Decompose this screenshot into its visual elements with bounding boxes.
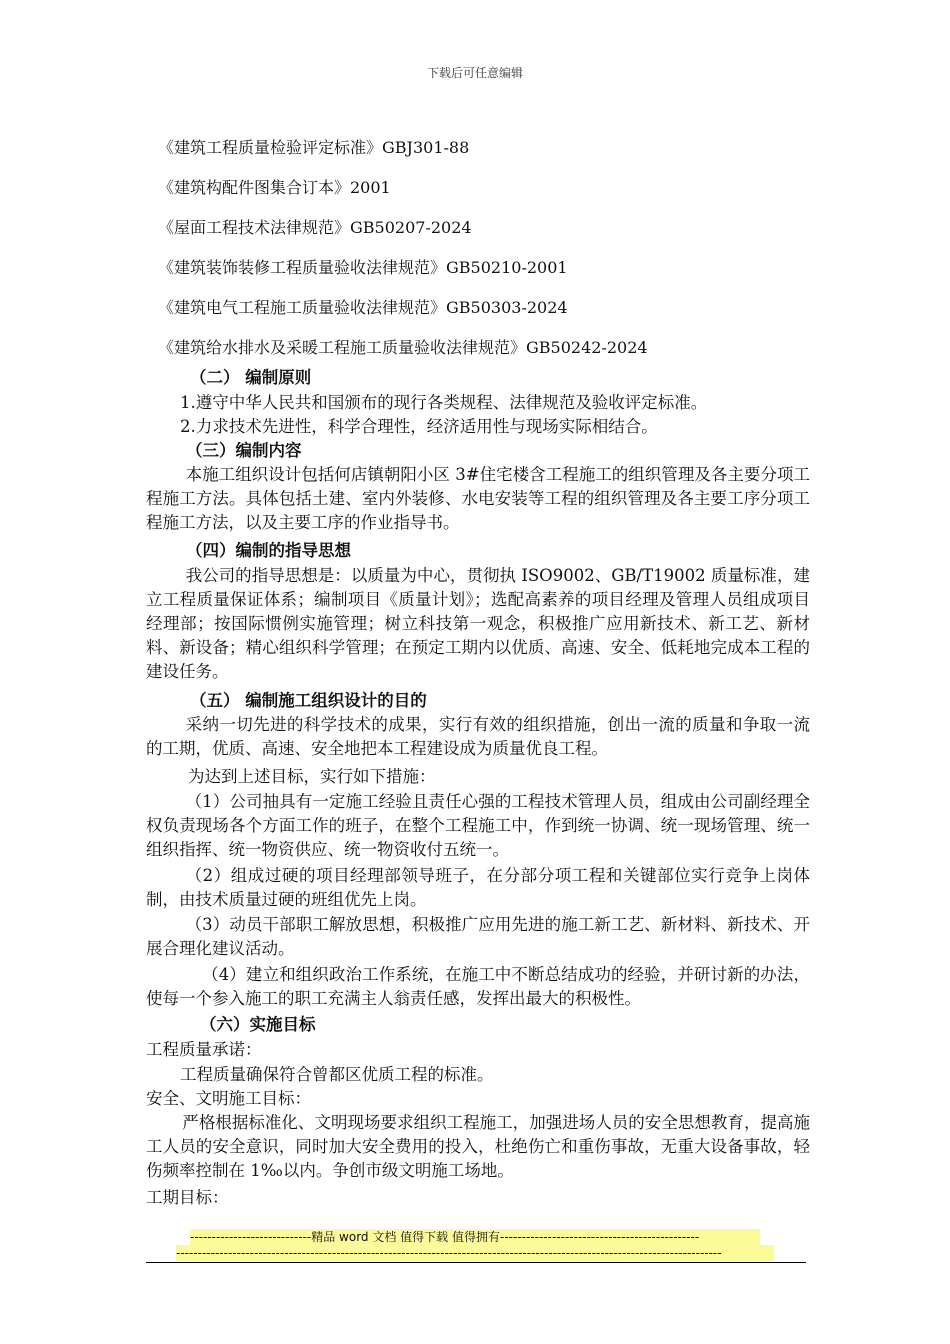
measures-intro: 为达到上述目标，实行如下措施：: [188, 767, 436, 786]
principle-item: 1.遵守中华人民共和国颁布的现行各类规程、法律规范及验收评定标准。: [180, 393, 708, 412]
footer-rule: [146, 1262, 806, 1263]
footer-banner-line: ----------------------------精品 word 文档 值得下载 值得拥有----------------------------------------------: [190, 1229, 760, 1245]
standard-item: 《屋面工程技术法律规范》GB50207-2024: [158, 218, 472, 237]
section-heading-principles: （二） 编制原则: [190, 368, 312, 387]
guiding-paragraph: 我公司的指导思想是：以质量为中心，贯彻执 ISO9002、GB/T19002 质量标准，建立工程质量保证体系；编制项目《质量计划》；选配高素养的项目经理及管理人员组成项目经理部；按国际惯例实施管理；树立科技第一观念，积极推广应用新技术、新工艺、新材料、新设备；精心组织科学管理；在预定工期内以优质、高速、安全、低耗地完成本工程的建设任务。: [146, 566, 810, 681]
principle-item: 2.力求技术先进性，科学合理性，经济适用性与现场实际相结合。: [180, 417, 658, 436]
section-heading-purpose: （五） 编制施工组织设计的目的: [190, 691, 427, 710]
measure-item: （1）公司抽具有一定施工经验且责任心强的工程技术管理人员，组成由公司副经理全权负责现场各个方面工作的班子，在整个工程施工中，作到统一协调、统一现场管理、统一组织指挥、统一物资供应、统一物资收付五统一。: [146, 792, 810, 859]
quality-label: 工程质量承诺：: [146, 1040, 262, 1059]
page-header-note: 下载后可任意编辑: [426, 66, 523, 80]
section-heading-content: （三）编制内容: [186, 441, 302, 460]
footer-dash-line: ------------------------------------------------------------------------------------------------------------------------------: [176, 1245, 774, 1261]
section-heading-guiding: （四）编制的指导思想: [186, 541, 351, 560]
measure-item: （2）组成过硬的项目经理部领导班子，在分部分项工程和关键部位实行竞争上岗体制，由技术质量过硬的班组优先上岗。: [146, 866, 810, 909]
section-heading-goals: （六）实施目标: [200, 1015, 316, 1034]
quality-text: 工程质量确保符合曾都区优质工程的标准。: [180, 1065, 494, 1084]
measure-item: （4）建立和组织政治工作系统，在施工中不断总结成功的经验，并研讨新的办法，使每一个参入施工的职工充满主人翁责任感，发挥出最大的积极性。: [146, 965, 810, 1008]
purpose-paragraph: 采纳一切先进的科学技术的成果，实行有效的组织措施，创出一流的质量和争取一流的工期，优质、高速、安全地把本工程建设成为质量优良工程。: [146, 715, 810, 758]
measure-item: （3）动员干部职工解放思想，积极推广应用先进的施工新工艺、新材料、新技术、开展合理化建议活动。: [146, 915, 810, 958]
standard-item: 《建筑电气工程施工质量验收法律规范》GB50303-2024: [158, 298, 568, 317]
standard-item: 《建筑工程质量检验评定标准》GBJ301-88: [158, 138, 470, 157]
schedule-label: 工期目标：: [146, 1188, 229, 1207]
safety-label: 安全、文明施工目标：: [146, 1089, 311, 1108]
standard-item: 《建筑给水排水及采暖工程施工质量验收法律规范》GB50242-2024: [158, 338, 648, 357]
standard-item: 《建筑装饰装修工程质量验收法律规范》GB50210-2001: [158, 258, 568, 277]
content-paragraph: 本施工组织设计包括何店镇朝阳小区 3#住宅楼含工程施工的组织管理及各主要分项工程施工方法。具体包括土建、室内外装修、水电安装等工程的组织管理及各主要工序分项工程施工方法，以及主要工序的作业指导书。: [146, 465, 810, 532]
standard-item: 《建筑构配件图集合订本》2001: [158, 178, 391, 197]
safety-paragraph: 严格根据标准化、文明现场要求组织工程施工，加强进场人员的安全思想教育，提高施工人员的安全意识，同时加大安全费用的投入，杜绝伤亡和重伤事故，无重大设备事故，轻伤频率控制在 1‰以内。争创市级文明施工场地。: [146, 1113, 810, 1180]
